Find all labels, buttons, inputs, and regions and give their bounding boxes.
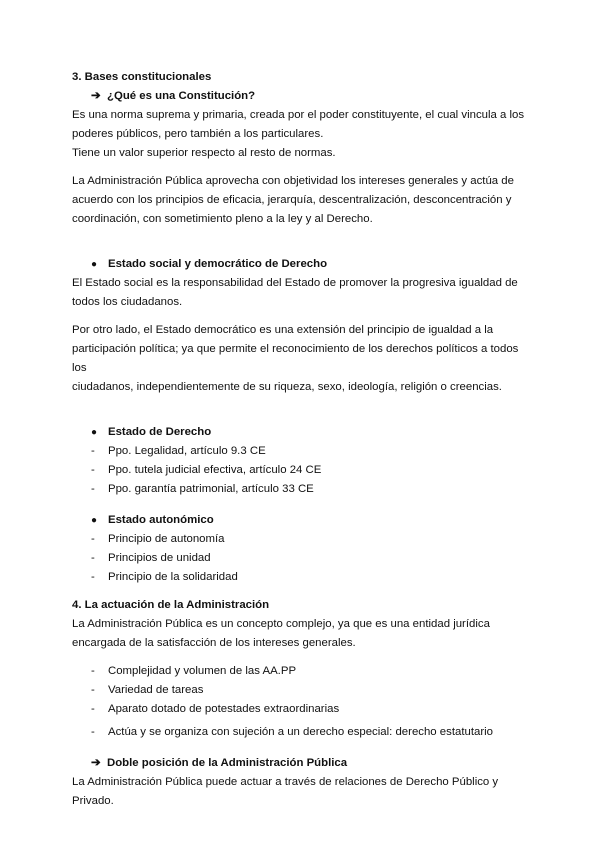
dash-marker: - <box>91 703 95 715</box>
dash-marker: - <box>91 665 95 677</box>
document-body <box>72 68 534 811</box>
closing-line: La Administración Pública puede actuar a través de relaciones de Derecho Público y <box>72 776 499 788</box>
estado-democratico-line: Por otro lado, el Estado democrático es una extensión del principio de igualdad a la <box>72 324 494 336</box>
dash-marker: - <box>91 464 95 476</box>
list-item-text: Principio de la solidaridad <box>108 571 238 583</box>
list-item <box>72 568 534 587</box>
list-item-text: Ppo. tutela judicial efectiva, artículo 24 CE <box>108 464 322 476</box>
admin-principles-line: La Administración Pública aprovecha con objetividad los intereses generales y actúa de <box>72 175 514 187</box>
administracion-features-list <box>72 662 534 742</box>
list-item <box>72 530 534 549</box>
estado-democratico-line: participación política; ya que permite el reconocimiento de los derechos políticos a todos los <box>72 343 519 374</box>
list-item <box>72 549 534 568</box>
estado-derecho-heading <box>72 423 534 442</box>
dash-marker: - <box>91 571 95 583</box>
list-item-text: Principio de autonomía <box>108 533 225 545</box>
list-item <box>72 723 534 742</box>
list-item-text: Aparato dotado de potestades extraordinarias <box>108 703 340 715</box>
estado-democratico-line: ciudadanos, independientemente de su riqueza, sexo, ideología, religión o creencias. <box>72 381 502 393</box>
dash-marker: - <box>91 445 95 457</box>
estado-autonomico-list <box>72 530 534 587</box>
definition-line: Es una norma suprema y primaria, creada por el poder constituyente, el cual vincula a los <box>72 109 525 121</box>
section-4-intro-line: encargada de la satisfacción de los intereses generales. <box>72 637 356 649</box>
arrow-icon: ➔ <box>91 757 101 769</box>
arrow-icon: ➔ <box>91 90 101 102</box>
bullet-icon: ● <box>91 427 98 438</box>
definition-line: Tiene un valor superior respecto al resto de normas. <box>72 147 336 159</box>
bullet-icon: ● <box>91 515 98 526</box>
dash-marker: - <box>91 684 95 696</box>
estado-derecho-title: Estado de Derecho <box>108 426 212 438</box>
section-4-intro-line: La Administración Pública es un concepto complejo, ya que es una entidad jurídica <box>72 618 490 630</box>
list-item <box>72 662 534 681</box>
estado-autonomico-title: Estado autonómico <box>108 514 214 526</box>
estado-social-heading <box>72 255 534 274</box>
section-4-heading: 4. La actuación de la Administración <box>72 599 270 611</box>
section-3-heading: 3. Bases constitucionales <box>72 71 212 83</box>
list-item-text: Ppo. Legalidad, artículo 9.3 CE <box>108 445 266 457</box>
definition-line: poderes públicos, pero también a los particulares. <box>72 128 324 140</box>
constitution-question-text: ¿Qué es una Constitución? <box>107 90 256 102</box>
list-item-text: Variedad de tareas <box>108 684 204 696</box>
admin-principles-line: coordinación, con sometimiento pleno a la ley y al Derecho. <box>72 213 373 225</box>
admin-principles-line: acuerdo con los principios de eficacia, jerarquía, descentralización, desconcentración y <box>72 194 512 206</box>
estado-social-line: todos los ciudadanos. <box>72 296 183 308</box>
doble-posicion-heading <box>72 754 534 773</box>
dash-marker: - <box>91 483 95 495</box>
list-item-text: Ppo. garantía patrimonial, artículo 33 CE <box>108 483 314 495</box>
bullet-icon: ● <box>91 259 98 270</box>
list-item-text: Complejidad y volumen de las AA.PP <box>108 665 297 677</box>
closing-line: Privado. <box>72 795 114 807</box>
estado-social-title: Estado social y democrático de Derecho <box>108 258 328 270</box>
list-item <box>72 681 534 700</box>
estado-social-line: El Estado social es la responsabilidad del Estado de promover la progresiva igualdad de <box>72 277 518 289</box>
list-item-text: Actúa y se organiza con sujeción a un derecho especial: derecho estatutario <box>108 726 493 738</box>
list-item-text: Principios de unidad <box>108 552 211 564</box>
estado-autonomico-heading <box>72 511 534 530</box>
dash-marker: - <box>91 552 95 564</box>
estado-derecho-list <box>72 442 534 499</box>
dash-marker: - <box>91 726 95 738</box>
list-item <box>72 700 534 719</box>
dash-marker: - <box>91 533 95 545</box>
list-item <box>72 442 534 461</box>
constitution-question <box>72 87 534 106</box>
doble-posicion-title: Doble posición de la Administración Pública <box>107 757 348 769</box>
list-item <box>72 480 534 499</box>
list-item <box>72 461 534 480</box>
